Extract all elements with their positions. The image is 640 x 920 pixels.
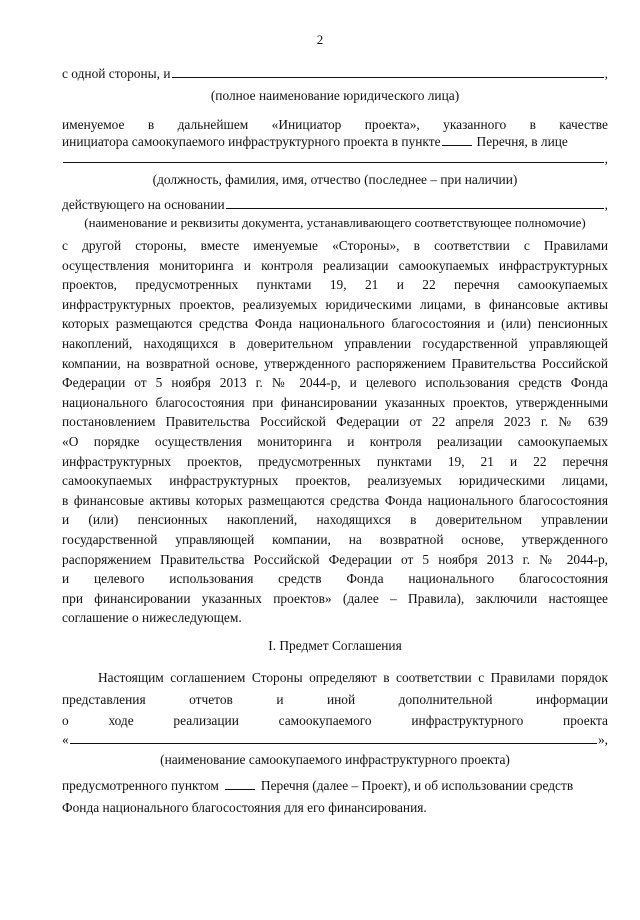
party-name-blank[interactable] [172,66,604,78]
preamble-line: и целевого использования средств Фонда национального благосостояния [62,571,608,587]
preamble-line: самоокупаемых инфраструктурных проектов, реализуемых юридическими лицами, [62,473,608,489]
preamble-line: и (или) пенсионных накоплений, находящихся в доверительном управлении [62,512,608,528]
authority-prefix: действующего на основании [62,197,225,212]
authority-line [62,197,608,213]
representative-blank[interactable] [63,151,604,163]
preamble-line: компании, на возвратной основе, утвержденного распоряжением Правительства Российской [62,355,608,371]
list-item-number-blank[interactable] [442,134,472,146]
party-name-prefix: с одной стороны, и [62,66,171,81]
preamble-line: «О порядке осуществления мониторинга и контроля реализации самоокупаемых [62,434,608,449]
project-item-suffix: Перечня (далее – Проект), и об использовании средств [260,778,574,793]
representative-line [62,151,608,167]
page-number: 2 [316,32,324,47]
preamble-line: проектов, предусмотренных пунктами 19, 21 и 22 перечня самоокупаемых [62,277,608,293]
preamble-line: накоплений, находящихся в доверительном управлении государственной управляющей [62,336,608,351]
preamble-line: соглашение о нижеследующем. [62,610,242,626]
preamble-line: с другой стороны, вместе именуемые «Стороны», в соответствии с Правилами [62,238,608,253]
project-name-open-quote: « [62,732,69,747]
initiator-line: именуемое в дальнейшем «Инициатор проекта», указанного в качестве [62,117,608,132]
preamble-line: осуществления мониторинга и контроля реализации самоокупаемых инфраструктурных [62,257,608,273]
preamble-line: постановлением Правительства Российской Федерации от 22 апреля 2023 г. № 639 [62,414,608,430]
representative-caption: (должность, фамилия, имя, отчество (последнее – при наличии) [152,172,518,187]
preamble-line: при финансировании указанных проектов» (далее – Правила), заключили настоящее [62,590,608,606]
project-item-number-blank[interactable] [225,778,255,790]
initiator-item-line [62,134,608,150]
initiator-item-suffix: Перечня, в лице [476,134,568,149]
preamble-line: которых размещаются средства Фонда национального благосостояния и (или) пенсионных [62,316,608,332]
authority-document-blank[interactable] [226,197,604,209]
project-name-close-quote: », [597,732,608,747]
preamble-line: национального благосостояния при финансировании указанных проектов, утвержденными [62,394,608,410]
preamble-line: Федерации от 5 ноября 2013 г. № 2044-р, и целевого использования средств Фонда [62,375,608,391]
party-name-line [62,66,608,82]
section-line-2: представления отчетов и иной дополнительной информации [62,692,608,707]
preamble-line: инфраструктурных проектов, реализуемых юридическими лицами, в финансовые активы [62,296,608,312]
preamble-line: распоряжением Правительства Российской Федерации от 5 ноября 2013 г. № 2044-р, [62,551,608,567]
section-line-1: Настоящим соглашением Стороны определяют в соответствии с Правилами порядок [98,670,608,685]
section-heading: I. Предмет Соглашения [268,638,402,653]
section-line-3: о ходе реализации самоокупаемого инфраструктурного проекта [62,713,608,728]
section-last-line: Фонда национального благосостояния для его финансирования. [62,800,427,815]
preamble-line: государственной управляющей компании, на возвратной основе, утвержденного [62,532,608,547]
party-name-suffix: , [604,66,608,81]
party-name-caption: (полное наименование юридического лица) [210,88,460,103]
preamble-line: в финансовые активы которых размещаются средства Фонда национального благосостояния [62,492,608,508]
preamble-line: инфраструктурных проектов, предусмотренных пунктами 19, 21 и 22 перечня [62,453,608,469]
authority-suffix: , [604,197,608,212]
project-item-line [62,778,608,794]
authority-caption: (наименование и реквизиты документа, устанавливающего соответствующее полномочие) [84,215,586,230]
project-name-blank[interactable] [70,732,597,744]
project-name-caption: (наименование самоокупаемого инфраструктурного проекта) [160,752,510,767]
project-name-line [62,732,608,748]
project-item-prefix: предусмотренного пунктом [62,778,219,793]
representative-suffix: , [604,151,608,166]
initiator-item-prefix: инициатора самоокупаемого инфраструктурного проекта в пункте [62,134,441,149]
